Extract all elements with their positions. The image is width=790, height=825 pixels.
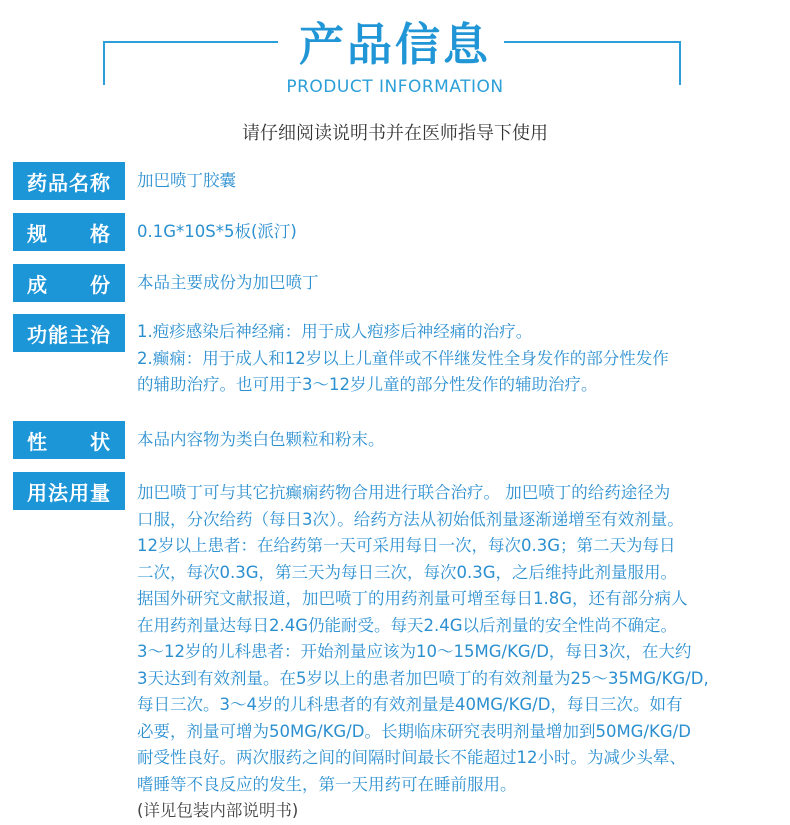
- field-label: 成 份: [13, 264, 125, 302]
- field-label: 性 状: [13, 421, 125, 459]
- field-value: 本品内容物为类白色颗粒和粉末。: [137, 430, 385, 449]
- header: [0, 0, 790, 110]
- page-subtitle: PRODUCT INFORMATION: [286, 77, 504, 97]
- field-value: 1.疱疹感染后神经痛：用于成人疱疹后神经痛的治疗。 2.癫痫：用于成人和12岁以上儿童伴或不伴继发性全身发作的部分性发作 的辅助治疗。也可用于3～12岁儿童的部分性发作的辅助治疗。: [137, 322, 669, 394]
- field-value: 加巴喷丁可与其它抗癫痫药物合用进行联合治疗。 加巴喷丁的给药途径为 口服，分次给药（每日3次）。给药方法从初始低剂量逐渐递增至有效剂量。 12岁以上患者：在给药第一天可采用每日一次，每次0.3G；第二天为每日 二次，每次0.3G，第三天为每日三次，每次0.3G，之后维持此剂量服用。 据国外研究文献报道，加巴喷丁的用药剂量可增至每日1.8G，还有部分病人 在用药剂量达每日2.4G仍能耐受。每天2.4G以后剂量的安全性尚不确定。 3～12岁的儿科患者：开始剂量应该为10～15MG/KG/D，每日3次，在大约 3天达到有效剂量。在5岁以上的患者加巴喷丁的有效剂量为25～35MG/KG/D, 每日三次。3～4岁的儿科患者的有效剂量是40MG/KG/D，每日三次。如有 必要，剂量可增为50MG/KG/D。长期临床研究表明剂量增加到50MG/KG/D 耐受性良好。两次服药之间的间隔时间最长不能超过12小时。为减少头晕、 嗜睡等不良反应的发生，第一天用药可在睡前服用。 (详见包装内部说明书): [137, 480, 787, 825]
- field-label: 药品名称: [13, 162, 125, 200]
- field-label: 用法用量: [13, 472, 125, 510]
- dosage-note: (详见包装内部说明书): [137, 801, 299, 820]
- field-label: 规 格: [13, 213, 125, 251]
- page-title: 产品信息: [298, 18, 491, 71]
- usage-notice: 请仔细阅读说明书并在医师指导下使用: [242, 123, 548, 144]
- field-value: 加巴喷丁胶囊: [137, 171, 236, 190]
- field-value: 0.1G*10S*5板(派汀): [137, 222, 297, 241]
- field-label: 功能主治: [13, 314, 125, 352]
- field-value: 本品主要成份为加巴喷丁: [137, 273, 319, 292]
